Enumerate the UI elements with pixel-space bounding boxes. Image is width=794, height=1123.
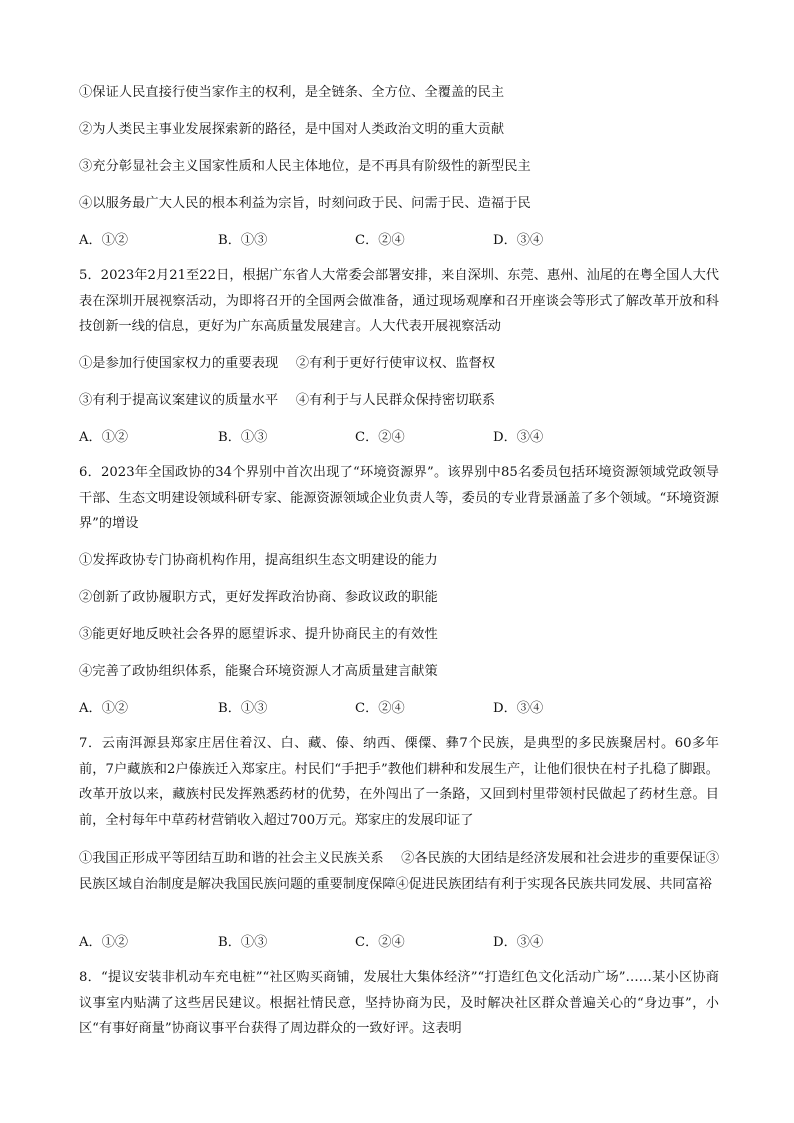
q5-options-line-2: ③有利于提高议案建议的质量水平 ④有利于与人民群众保持密切联系 [79, 393, 496, 408]
q4-choices [79, 232, 639, 250]
q5-options-line-1: ①是参加行使国家权力的重要表现 ②有利于更好行使审议权、监督权 [79, 356, 496, 371]
q6-choice-d: D．③④ [493, 701, 544, 716]
q7-choice-c: C．②④ [355, 935, 405, 950]
q5-choice-d: D．③④ [493, 430, 544, 445]
q6-choice-c: C．②④ [355, 701, 405, 716]
q4-option-1: ①保证人民直接行使当家作主的权利，是全链条、全方位、全覆盖的民主 [79, 85, 505, 100]
q7-choice-b: B．①③ [218, 935, 268, 950]
q6-option-4: ④完善了政协组织体系，能聚合环境资源人才高质量建言献策 [79, 664, 438, 679]
q7-choices [79, 934, 639, 952]
q6-option-3: ③能更好地反映社会各界的愿望诉求、提升协商民主的有效性 [79, 627, 438, 642]
q8-stem: 8．“提议安装非机动车充电桩”“社区购买商铺，发展壮大集体经济”“打造红色文化活动广场”……某小区协商议事室内贴满了这些居民建议。根据社情民意，坚持协商为民，及时解决社区群众普遍关心的“身边事”，小区“有事好商量”协商议事平台获得了周边群众的一致好评。这表明 [79, 970, 719, 1036]
q5-stem: 5．2023年2月21至22日，根据广东省人大常委会部署安排，来自深圳、东莞、惠州、汕尾的在粤全国人大代表在深圳开展视察活动，为即将召开的全国两会做准备，通过现场观摩和召开座谈会等形式了解改革开放和科技创新一线的信息，更好为广东高质量发展建言。人大代表开展视察活动 [79, 268, 719, 334]
q4-choice-d: D．③④ [493, 233, 544, 248]
q7-stem: 7．云南洱源县郑家庄居住着汉、白、藏、傣、纳西、傈僳、彝7个民族，是典型的多民族聚居村。60多年前，7户藏族和2户傣族迁入郑家庄。村民们“手把手”教他们耕种和发展生产，让他们很快在村子扎稳了脚跟。改革开放以来，藏族村民发挥熟悉药材的优势，在外闯出了一条路，又回到村里带领村民做起了药材生意。目前，全村每年中草药材营销收入超过700万元。郑家庄的发展印证了 [79, 736, 719, 828]
q5-choice-c: C．②④ [355, 430, 405, 445]
q6-choices [79, 700, 639, 718]
q5-choice-a: A．①② [79, 430, 129, 445]
q7-choice-d: D．③④ [493, 935, 544, 950]
q4-choice-a: A．①② [79, 233, 129, 248]
q6-option-2: ②创新了政协履职方式，更好发挥政治协商、参政议政的职能 [79, 590, 438, 605]
q4-choice-b: B．①③ [218, 233, 268, 248]
q6-choice-b: B．①③ [218, 701, 268, 716]
q4-option-3: ③充分彰显社会主义国家性质和人民主体地位，是不再具有阶级性的新型民主 [79, 159, 531, 174]
q4-choice-c: C．②④ [355, 233, 405, 248]
q4-option-4: ④以服务最广大人民的根本利益为宗旨，时刻问政于民、问需于民、造福于民 [79, 196, 531, 211]
q7-choice-a: A．①② [79, 935, 129, 950]
q6-option-1: ①发挥政协专门协商机构作用，提高组织生态文明建设的能力 [79, 553, 438, 568]
q5-choice-b: B．①③ [218, 430, 268, 445]
q7-options: ①我国正形成平等团结互助和谐的社会主义民族关系 ②各民族的大团结是经济发展和社会进步的重要保证③民族区域自治制度是解决我国民族问题的重要制度保障④促进民族团结有利于实现各民族共同发展、共同富裕 [79, 851, 719, 892]
q5-choices [79, 429, 639, 447]
q6-stem: 6．2023年全国政协的34个界别中首次出现了“环境资源界”。该界别中85名委员包括环境资源领域党政领导干部、生态文明建设领域科研专家、能源资源领域企业负责人等，委员的专业背景涵盖了多个领域。“环境资源界”的增设 [79, 465, 719, 531]
q4-option-2: ②为人类民主事业发展探索新的路径，是中国对人类政治文明的重大贡献 [79, 122, 505, 137]
q6-choice-a: A．①② [79, 701, 129, 716]
